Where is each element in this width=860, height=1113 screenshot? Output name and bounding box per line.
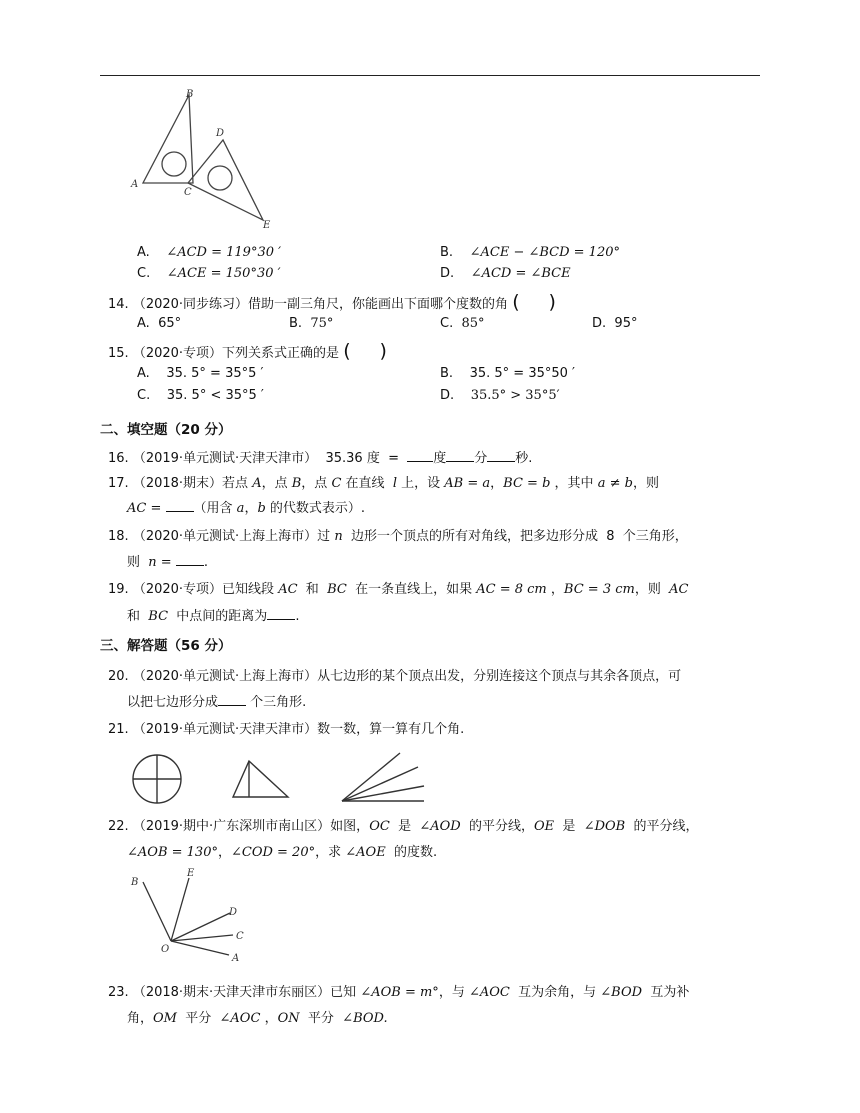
q18-line1: 18. （2020·单元测试·上海上海市）过 n 边形一个顶点的所有对角线，把多边形分成 8 个三角形， (108, 529, 688, 544)
q15-option-c: C. 35. 5° < 35°5 ′ (137, 388, 264, 403)
q20-line2: 以把七边形分成 个三角形. (127, 695, 307, 710)
fig22-label-c: C (236, 931, 244, 942)
q16-blank-degree[interactable] (407, 449, 433, 462)
q13-option-b: B. ∠ACE − ∠BCD = 120° (440, 245, 620, 260)
q20-blank[interactable] (218, 693, 246, 706)
q15-option-a: A. 35. 5° = 35°5 ′ (137, 366, 264, 381)
q13-option-c: C. ∠ACE = 150°30 ′ (137, 266, 281, 281)
q14-stem: 14. （2020·同步练习）借助一副三角尺，你能画出下面哪个度数的角 ( ) (108, 291, 556, 313)
q15-stem: 15. （2020·专项）下列关系式正确的是 ( ) (108, 340, 387, 362)
q13-option-d: D. ∠ACD = ∠BCE (440, 266, 571, 281)
q14-option-c: C. 85° (440, 316, 485, 331)
q23-line2: 角，OM 平分 ∠AOC ，ON 平分 ∠BOD. (127, 1011, 388, 1026)
triangle-with-altitude-figure (228, 758, 292, 800)
q19-line2: 和 BC 中点间的距离为 . (127, 609, 300, 624)
circle-quartered-figure (130, 752, 184, 806)
fig13-label-e: E (263, 220, 271, 231)
q23-line1: 23. （2018·期末·天津天津市东丽区）已知 ∠AOB = m°，与 ∠AOC 互为余角，与 ∠BOD 互为补 (108, 985, 690, 1000)
q16-blank-minute[interactable] (446, 449, 474, 462)
q17-line1: 17. （2018·期末）若点 A，点 B，点 C 在直线 l 上，设 AB = a，BC = b ，其中 a ≠ b，则 (108, 476, 659, 491)
q14-option-b: B. 75° (289, 316, 334, 331)
q22-line1: 22. （2019·期中·广东深圳市南山区）如图，OC 是 ∠AOD 的平分线，OE 是 ∠DOB 的平分线， (108, 819, 699, 834)
q15-option-d: D. 35.5° > 35°5′ (440, 388, 560, 403)
fig13-label-d: D (216, 128, 225, 139)
q19-blank[interactable] (267, 607, 295, 620)
fig22-label-b: B (131, 877, 139, 888)
q21-stem: 21. （2019·单元测试·天津天津市）数一数，算一算有几个角. (108, 722, 465, 737)
q16-blank-second[interactable] (487, 449, 515, 462)
q14-option-d: D. 95° (592, 316, 638, 331)
fig13-label-b: B (186, 89, 194, 100)
q20-line1: 20. （2020·单元测试·上海上海市）从七边形的某个顶点出发，分别连接这个顶点与其余各顶点，可 (108, 669, 682, 684)
fig13-label-c: C (184, 187, 192, 198)
angle-bisector-figure (125, 866, 255, 966)
q18-line2: 则 n = . (127, 555, 208, 570)
q14-option-a: A. 65° (137, 316, 182, 331)
q13-option-a: A. ∠ACD = 119°30 ′ (137, 245, 282, 260)
section-answer-title: 三、解答题（56 分） (100, 638, 232, 654)
fig22-label-e: E (187, 868, 195, 879)
q16: 16. （2019·单元测试·天津天津市） 35.36 度 = 度 分 秒. (108, 451, 533, 466)
section-fill-in-title: 二、填空题（20 分） (100, 422, 232, 438)
fig22-label-d: D (229, 907, 238, 918)
q17-blank[interactable] (166, 499, 194, 512)
triangle-rulers-figure (125, 85, 285, 235)
q15-option-b: B. 35. 5° = 35°50 ′ (440, 366, 575, 381)
q22-line2: ∠AOB = 130°，∠COD = 20°，求 ∠AOE 的度数. (127, 845, 438, 860)
q17-line2: AC = （用含 a，b 的代数式表示）. (127, 501, 366, 516)
fig22-label-o: O (161, 944, 170, 955)
fig22-label-a: A (232, 953, 240, 964)
header-rule (100, 75, 760, 76)
q18-blank[interactable] (176, 553, 204, 566)
fig13-label-a: A (131, 179, 139, 190)
rays-fan-figure (338, 750, 428, 804)
q19-line1: 19. （2020·专项）已知线段 AC 和 BC 在一条直线上，如果 AC = 8 cm ，BC = 3 cm，则 AC (108, 582, 689, 597)
